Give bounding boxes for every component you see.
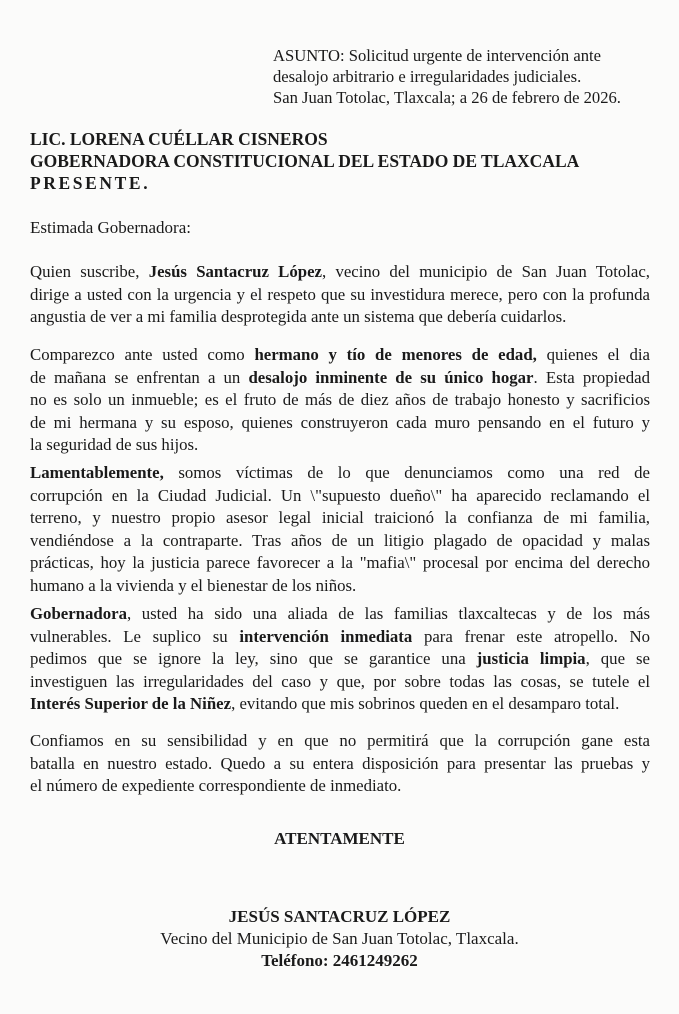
- paragraph-3: [30, 462, 650, 597]
- recipient-name: LIC. LORENA CUÉLLAR CISNEROS: [30, 129, 328, 149]
- paragraph-4: [30, 603, 650, 716]
- text-line: Comparezco ante usted como hermano y tío de menores de edad, quienes el dia: [30, 345, 650, 364]
- text-line: Interés Superior de la Niñez, evitando que mis sobrinos queden en el desamparo total.: [30, 694, 620, 713]
- paragraph-1: [30, 261, 650, 329]
- text-line: vulnerables. Le suplico su intervención inmediata para frenar este atropello. No: [30, 626, 650, 646]
- text-line: no es solo un inmueble; es el fruto de más de diez años de trabajo honesto y sacrificios: [30, 390, 650, 409]
- text-line: Confiamos en su sensibilidad y en que no permitirá que la corrupción gane esta: [30, 731, 650, 750]
- text-line: Quien suscribe, Jesús Santacruz López, vecino del municipio de San Juan Totolac,: [30, 262, 651, 281]
- greeting: Estimada Gobernadora:: [30, 218, 191, 237]
- subject-line: ASUNTO: Solicitud urgente de intervención ante: [273, 46, 601, 65]
- text-line: pedimos que se ignore la ley, sino que se garantice una justicia limpia, que se: [30, 649, 650, 668]
- paragraph-5: [30, 730, 650, 798]
- closing-salutation: ATENTAMENTE: [274, 829, 405, 848]
- text-line: angustia de ver a mi familia desprotegida ante un sistema que debería cuidarlos.: [30, 307, 567, 326]
- text-line: de mañana se enfrentan a un desalojo inminente de su único hogar. Esta propiedad: [30, 367, 650, 387]
- presente-line: PRESENTE.: [30, 173, 151, 193]
- text-line: dirige a usted con la urgencia y el respeto que su investidura merece, pero con la profunda: [30, 284, 650, 304]
- sender-name-bold: Jesús Santacruz López: [148, 262, 322, 281]
- text-line: Lamentablemente, somos víctimas de lo que denunciamos como una red de: [30, 463, 650, 482]
- text-line: terreno, y nuestro propio asesor legal inicial traicionó la confianza de mi familia,: [30, 508, 650, 527]
- text-line: vendiéndose a la contraparte. Tras años de un litigio plagado de opacidad y malas: [30, 530, 650, 550]
- signer-name: JESÚS SANTACRUZ LÓPEZ: [228, 907, 451, 926]
- text-line: de mi hermana y su esposo, quienes construyeron cada muro pensando en el futuro y: [30, 412, 650, 432]
- text-line: investiguen las irregularidades del caso y que, por sobre todas las cosas, se tutele el: [30, 671, 650, 691]
- text-line: la seguridad de sus hijos.: [30, 435, 199, 454]
- signer-role: Vecino del Municipio de San Juan Totolac, Tlaxcala.: [160, 929, 519, 948]
- text-line: Gobernadora, usted ha sido una aliada de las familias tlaxcaltecas y de los más: [30, 604, 650, 623]
- signer-phone: Teléfono: 2461249262: [261, 951, 418, 970]
- text-line: corrupción en la Ciudad Judicial. Un \"supuesto dueño\" ha aparecido reclamando el: [30, 485, 650, 505]
- signature-block: [0, 906, 679, 972]
- text-line: batalla en nuestro estado. Quedo a su entera disposición para presentar las pruebas y: [30, 753, 650, 773]
- recipient-block: [30, 128, 579, 194]
- subject-line: desalojo arbitrario e irregularidades judiciales.: [273, 67, 582, 86]
- subject-block: [273, 45, 663, 108]
- place-date: San Juan Totolac, Tlaxcala; a 26 de febrero de 2026.: [273, 88, 621, 107]
- recipient-title: GOBERNADORA CONSTITUCIONAL DEL ESTADO DE TLAXCALA: [30, 151, 580, 171]
- paragraph-2: [30, 344, 650, 457]
- text-line: el número de expediente correspondiente de inmediato.: [30, 776, 402, 795]
- text-line: prácticas, hoy la justicia parece favorecer a la "mafia\" procesal por encima del derecho: [30, 553, 650, 572]
- text-line: humano a la vivienda y el bienestar de los niños.: [30, 575, 357, 595]
